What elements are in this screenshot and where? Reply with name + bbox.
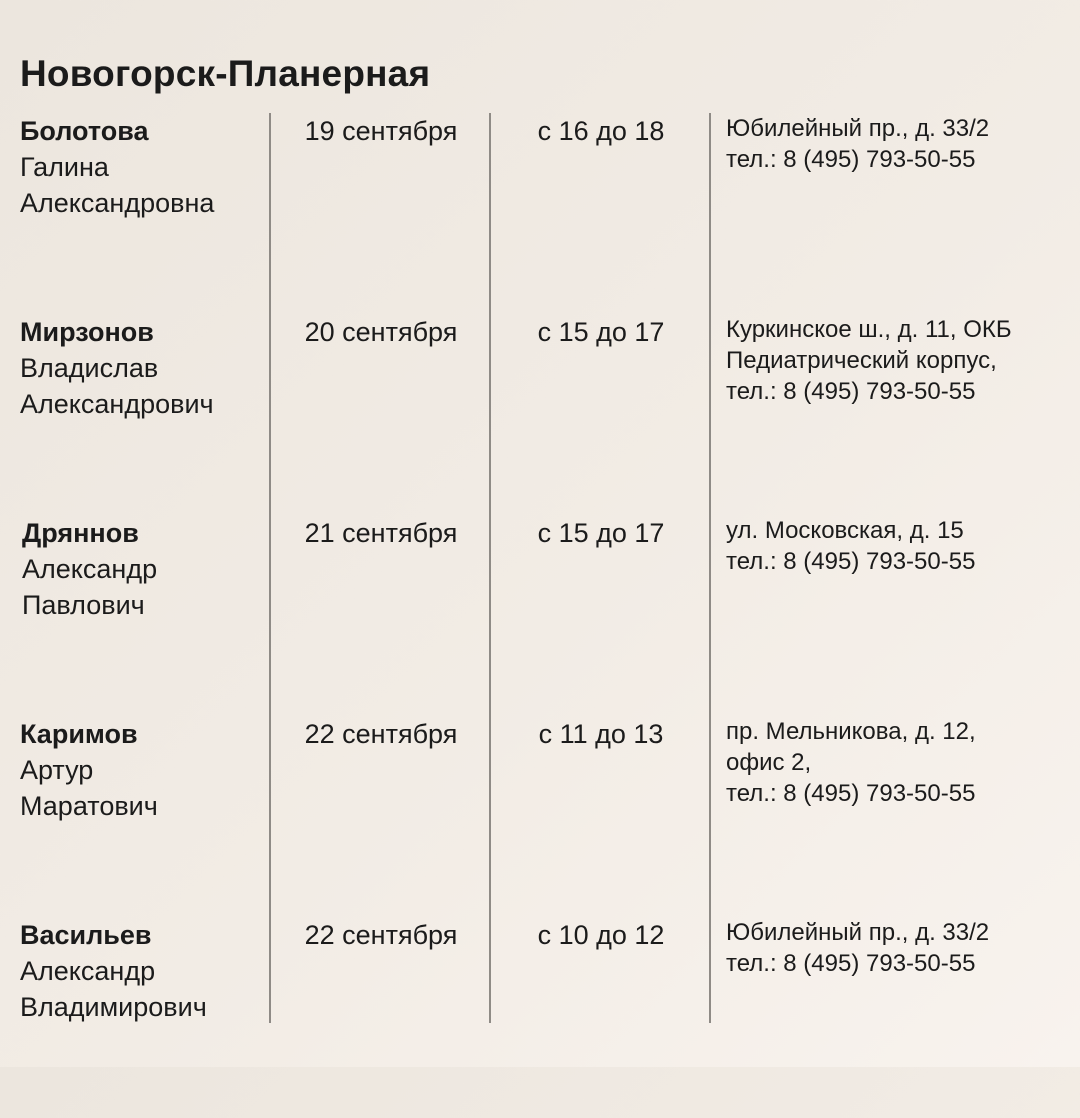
patronymic: Александровна <box>20 188 215 218</box>
page-title: Новогорск-Планерная <box>20 53 431 94</box>
address-line: офис 2, <box>726 749 812 776</box>
first-name: Владислав <box>20 353 159 383</box>
surname: Мирзонов <box>20 317 154 347</box>
reception-time: с 15 до 17 <box>537 317 665 347</box>
person-name <box>20 314 265 422</box>
reception-time: с 15 до 17 <box>537 518 665 548</box>
reception-date: 22 сентября <box>304 719 458 749</box>
person-name <box>20 917 265 1025</box>
person-name <box>20 113 265 221</box>
surname: Болотова <box>20 116 149 146</box>
phone-line: тел.: 8 (495) 793-50-55 <box>726 548 976 575</box>
person-name <box>20 716 265 824</box>
first-name: Галина <box>20 152 109 182</box>
first-name: Александр <box>20 956 156 986</box>
table-row <box>0 515 1080 716</box>
address-line: Юбилейный пр., д. 33/2 <box>726 115 990 142</box>
surname: Васильев <box>20 920 152 950</box>
reception-time: с 10 до 12 <box>537 920 665 950</box>
address-line: пр. Мельникова, д. 12, <box>726 718 976 745</box>
patronymic: Маратович <box>20 791 158 821</box>
reception-date: 22 сентября <box>304 920 458 950</box>
reception-time: с 16 до 18 <box>537 116 665 146</box>
address-line: Куркинское ш., д. 11, ОКБ <box>726 316 1012 343</box>
phone-line: тел.: 8 (495) 793-50-55 <box>726 146 976 173</box>
patronymic: Александрович <box>20 389 214 419</box>
address-contact <box>726 716 1076 809</box>
phone-line: тел.: 8 (495) 793-50-55 <box>726 950 976 977</box>
surname: Каримов <box>20 719 138 749</box>
reception-date: 19 сентября <box>304 116 458 146</box>
patronymic: Павлович <box>22 590 145 620</box>
reception-date: 21 сентября <box>304 518 458 548</box>
address-contact <box>726 515 1076 577</box>
first-name: Артур <box>20 755 94 785</box>
table-row <box>0 917 1080 1118</box>
first-name: Александр <box>22 554 158 584</box>
phone-line: тел.: 8 (495) 793-50-55 <box>726 378 976 405</box>
address-line: Юбилейный пр., д. 33/2 <box>726 919 990 946</box>
schedule-table <box>0 113 1080 1118</box>
address-line: ул. Московская, д. 15 <box>726 517 964 544</box>
address-contact <box>726 113 1076 175</box>
phone-line: тел.: 8 (495) 793-50-55 <box>726 780 976 807</box>
person-name <box>22 515 267 623</box>
address-contact <box>726 314 1076 407</box>
reception-time: с 11 до 13 <box>538 719 664 749</box>
table-row <box>0 314 1080 515</box>
address-contact <box>726 917 1076 979</box>
patronymic: Владимирович <box>20 992 207 1022</box>
reception-date: 20 сентября <box>304 317 458 347</box>
surname: Дряннов <box>22 518 139 548</box>
address-line: Педиатрический корпус, <box>726 347 997 374</box>
table-row <box>0 113 1080 314</box>
table-row <box>0 716 1080 917</box>
